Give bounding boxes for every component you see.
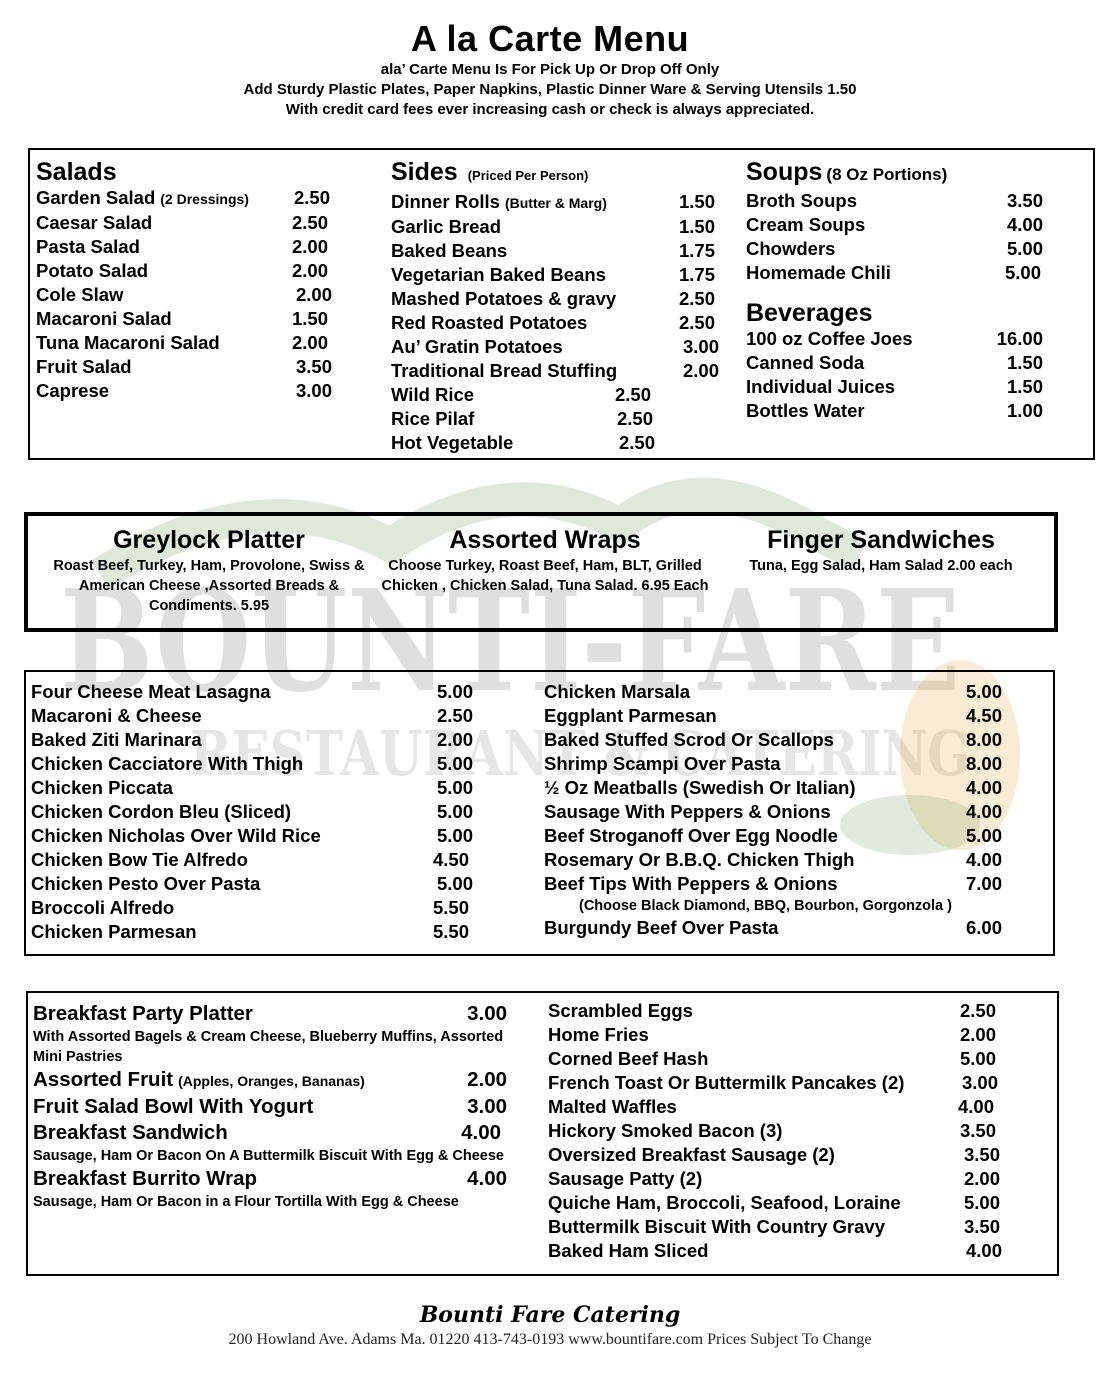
- menu-item: [548, 1047, 1006, 1071]
- item-name: Individual Juices: [746, 376, 896, 397]
- item-name: Garden Salad: [36, 187, 156, 208]
- menu-item: [548, 1143, 1006, 1167]
- menu-item: [544, 800, 1002, 824]
- watermark-brand: BOUNTI-FARE: [60, 560, 961, 724]
- menu-item: [36, 307, 336, 331]
- item-name: Rice Pilaf: [391, 408, 475, 429]
- item-name: Garlic Bread: [391, 216, 502, 237]
- platter-finger-sandwiches: [716, 524, 1046, 576]
- platter-title: Finger Sandwiches: [767, 526, 995, 554]
- item-price: 3.50: [963, 1216, 1000, 1237]
- breakfast-box: [26, 991, 1059, 1276]
- item-name: Chicken Cordon Bleu (Sliced): [31, 801, 292, 822]
- menu-item: [548, 1023, 1006, 1047]
- item-name: Shrimp Scampi Over Pasta: [544, 753, 781, 774]
- footer: [0, 1300, 1100, 1350]
- menu-item: [548, 999, 1006, 1023]
- entrees-right-list: [544, 680, 1002, 896]
- menu-item: [33, 1166, 515, 1192]
- menu-item: [391, 190, 723, 215]
- sides-section: [391, 158, 723, 455]
- item-name: Chicken Nicholas Over Wild Rice: [31, 825, 321, 846]
- salads-title: Salads: [36, 158, 117, 186]
- soups-list: [746, 189, 1051, 285]
- item-name: ½ Oz Meatballs (Swedish Or Italian): [544, 777, 856, 798]
- platter-title: Assorted Wraps: [449, 526, 641, 554]
- item-name: Assorted Fruit: [33, 1068, 174, 1091]
- menu-item: [548, 1119, 1006, 1143]
- item-name: Hot Vegetable: [391, 432, 514, 453]
- watermark-tagline: RESTAURANT & CATERING: [190, 717, 970, 790]
- menu-item: [746, 213, 1051, 237]
- entrees-left-list: [31, 680, 481, 944]
- menu-item: [544, 824, 1002, 848]
- menu-item: [391, 215, 723, 239]
- item-description: Sausage, Ham Or Bacon On A Buttermilk Biscuit With Egg & Cheese: [33, 1148, 504, 1164]
- item-name: Corned Beef Hash: [548, 1048, 709, 1069]
- item-name: Sausage With Peppers & Onions: [544, 801, 831, 822]
- menu-item: [548, 1191, 1006, 1215]
- footer-brand: Bounti Fare Catering: [419, 1302, 681, 1328]
- item-price: 5.00: [1006, 238, 1043, 259]
- item-price: 1.50: [1006, 376, 1043, 397]
- menu-item: [391, 287, 723, 311]
- breakfast-left-list: [33, 1001, 515, 1212]
- page-title: A la Carte Menu: [410, 18, 690, 59]
- item-price: 4.00: [467, 1167, 507, 1190]
- item-price: 16.00: [996, 328, 1043, 349]
- item-price: 5.00: [436, 825, 473, 846]
- menu-item: [544, 848, 1002, 872]
- item-description: Sausage, Ham Or Bacon in a Flour Tortilla With Egg & Cheese: [33, 1194, 459, 1210]
- item-name: Rosemary Or B.B.Q. Chicken Thigh: [544, 849, 855, 870]
- item-price: 4.00: [461, 1121, 501, 1144]
- item-name: Homemade Chili: [746, 262, 891, 283]
- item-price: 2.00: [295, 284, 332, 305]
- sides-title: Sides: [391, 158, 458, 186]
- menu-item: [31, 776, 481, 800]
- pickup-note: ala’ Carte Menu Is For Pick Up Or Drop Off Only: [380, 61, 720, 78]
- soups-note: (8 Oz Portions): [826, 165, 948, 184]
- item-price: 1.50: [1006, 352, 1043, 373]
- platter-title: Greylock Platter: [113, 526, 305, 554]
- item-price: 4.50: [965, 705, 1002, 726]
- item-name: Wild Rice: [391, 384, 475, 405]
- item-price: 2.00: [959, 1024, 996, 1045]
- item-name: 100 oz Coffee Joes: [746, 328, 913, 349]
- item-price: 5.00: [436, 753, 473, 774]
- menu-item: [36, 331, 336, 355]
- item-name: Burgundy Beef Over Pasta: [544, 917, 779, 938]
- item-price: 2.50: [436, 705, 473, 726]
- item-name: Chicken Marsala: [544, 681, 691, 702]
- item-name: Beef Tips With Peppers & Onions: [544, 873, 838, 894]
- item-price: 2.50: [614, 384, 651, 405]
- item-price: 4.00: [965, 849, 1002, 870]
- item-name: Chicken Bow Tie Alfredo: [31, 849, 248, 870]
- soups-title: Soups: [746, 158, 823, 186]
- item-name: Eggplant Parmesan: [544, 705, 717, 726]
- sides-list: [391, 190, 723, 455]
- item-name: Beef Stroganoff Over Egg Noodle: [544, 825, 838, 846]
- breakfast-right-list: [548, 999, 1006, 1263]
- item-price: 5.00: [959, 1048, 996, 1069]
- item-price: 5.00: [436, 873, 473, 894]
- item-price: 1.50: [291, 308, 328, 329]
- salads-list: [36, 186, 336, 403]
- sides-box: [28, 148, 1095, 460]
- item-price: 5.00: [436, 777, 473, 798]
- item-price: 1.00: [1006, 400, 1043, 421]
- item-name: Chicken Piccata: [31, 777, 173, 798]
- menu-item: [31, 704, 481, 728]
- menu-item: [36, 283, 336, 307]
- item-description: With Assorted Bagels & Cream Cheese, Blueberry Muffins, Assorted Mini Pastries: [33, 1029, 504, 1065]
- item-name: Broth Soups: [746, 190, 857, 211]
- menu-item: [31, 920, 481, 944]
- item-name: Four Cheese Meat Lasagna: [31, 681, 271, 702]
- menu-item: [548, 1095, 1006, 1119]
- menu-item: [544, 916, 1002, 940]
- menu-item: [36, 259, 336, 283]
- item-price: 5.50: [432, 921, 469, 942]
- item-name: French Toast Or Buttermilk Pancakes (2): [548, 1072, 905, 1093]
- item-name: Scrambled Eggs: [548, 1000, 693, 1021]
- item-name: Macaroni Salad: [36, 308, 172, 329]
- entrees-box: [24, 670, 1055, 956]
- item-price: 5.00: [436, 681, 473, 702]
- menu-item: [33, 1120, 515, 1146]
- item-price: 5.00: [965, 825, 1002, 846]
- menu-item: [746, 261, 1051, 285]
- platters-box: [24, 512, 1058, 632]
- item-price: 3.00: [682, 336, 719, 357]
- menu-item: [33, 1094, 515, 1120]
- menu-item: [31, 848, 481, 872]
- item-name: Breakfast Burrito Wrap: [33, 1167, 258, 1190]
- menu-item: [548, 1215, 1006, 1239]
- menu-item: [36, 379, 336, 403]
- beef-tips-sauce-note: (Choose Black Diamond, BBQ, Bourbon, Gorgonzola ): [579, 898, 952, 914]
- menu-item: [548, 1071, 1006, 1095]
- item-name: Potato Salad: [36, 260, 149, 281]
- item-price: 2.00: [291, 236, 328, 257]
- menu-item: [31, 824, 481, 848]
- item-name: Breakfast Party Platter: [33, 1002, 253, 1025]
- menu-header: [0, 18, 1100, 120]
- item-name: Baked Stuffed Scrod Or Scallops: [544, 729, 834, 750]
- item-price: 2.50: [618, 432, 655, 453]
- item-name: Au’ Gratin Potatoes: [391, 336, 563, 357]
- menu-item: [746, 399, 1051, 423]
- item-name: Broccoli Alfredo: [31, 897, 175, 918]
- item-name: Hickory Smoked Bacon (3): [548, 1120, 783, 1141]
- item-price: 4.00: [965, 1240, 1002, 1261]
- item-name: Breakfast Sandwich: [33, 1121, 228, 1144]
- sides-note: (Priced Per Person): [467, 168, 589, 183]
- platter-greylock: [44, 524, 374, 616]
- menu-item: [391, 431, 723, 455]
- item-note: (Apples, Oranges, Bananas): [178, 1073, 365, 1089]
- menu-item: [36, 355, 336, 379]
- item-name: Dinner Rolls: [391, 191, 500, 212]
- item-name: Traditional Bread Stuffing: [391, 360, 618, 381]
- item-note: (2 Dressings): [160, 191, 249, 207]
- menu-item: [746, 351, 1051, 375]
- item-price: 4.50: [432, 849, 469, 870]
- item-name: Chowders: [746, 238, 836, 259]
- menu-item: [31, 872, 481, 896]
- item-name: Quiche Ham, Broccoli, Seafood, Loraine: [548, 1192, 901, 1213]
- item-price: 7.00: [965, 873, 1002, 894]
- menu-item: [544, 704, 1002, 728]
- menu-item: [746, 327, 1051, 351]
- menu-item: [36, 186, 336, 211]
- item-price: 1.50: [678, 191, 715, 212]
- menu-item: [544, 776, 1002, 800]
- item-name: Baked Beans: [391, 240, 508, 261]
- item-price: 2.00: [436, 729, 473, 750]
- item-name: Pasta Salad: [36, 236, 140, 257]
- item-price: 5.00: [963, 1192, 1000, 1213]
- menu-item: [36, 211, 336, 235]
- menu-item: [36, 235, 336, 259]
- menu-item: [391, 239, 723, 263]
- item-name: Buttermilk Biscuit With Country Gravy: [548, 1216, 885, 1237]
- menu-item: [31, 728, 481, 752]
- item-name: Canned Soda: [746, 352, 865, 373]
- item-name: Malted Waffles: [548, 1096, 677, 1117]
- item-price: 5.00: [1004, 262, 1041, 283]
- item-price: 4.00: [957, 1096, 994, 1117]
- utensils-note: Add Sturdy Plastic Plates, Paper Napkins, Plastic Dinner Ware & Serving Utensils 1.50: [243, 81, 857, 98]
- item-price: 4.00: [1006, 214, 1043, 235]
- item-price: 8.00: [965, 753, 1002, 774]
- item-price: 1.75: [678, 264, 715, 285]
- item-price: 3.00: [295, 380, 332, 401]
- platter-description: Roast Beef, Turkey, Ham, Provolone, Swiss & American Cheese ,Assorted Breads & Condiments. 5.95: [53, 558, 365, 614]
- item-price: 2.00: [291, 332, 328, 353]
- item-price: 2.50: [616, 408, 653, 429]
- item-name: Sausage Patty (2): [548, 1168, 703, 1189]
- item-price: 3.00: [467, 1002, 507, 1025]
- item-price: 3.50: [959, 1120, 996, 1141]
- item-price: 4.00: [965, 777, 1002, 798]
- menu-item: [544, 680, 1002, 704]
- item-price: 2.50: [293, 187, 330, 208]
- item-name: Chicken Pesto Over Pasta: [31, 873, 261, 894]
- menu-item: [746, 189, 1051, 213]
- item-price: 2.00: [467, 1068, 507, 1091]
- item-name: Bottles Water: [746, 400, 865, 421]
- item-note: (Butter & Marg): [504, 195, 607, 211]
- item-price: 4.00: [965, 801, 1002, 822]
- menu-item: [391, 383, 723, 407]
- platter-description: Tuna, Egg Salad, Ham Salad 2.00 each: [749, 558, 1013, 574]
- item-name: Oversized Breakfast Sausage (2): [548, 1144, 835, 1165]
- menu-item: [31, 680, 481, 704]
- menu-item: [391, 359, 723, 383]
- item-price: 5.00: [436, 801, 473, 822]
- menu-item: [31, 752, 481, 776]
- item-price: 5.50: [432, 897, 469, 918]
- item-name: Vegetarian Baked Beans: [391, 264, 606, 285]
- item-price: 3.50: [295, 356, 332, 377]
- menu-item: [33, 1067, 515, 1094]
- item-price: 3.00: [961, 1072, 998, 1093]
- item-name: Macaroni & Cheese: [31, 705, 202, 726]
- menu-item: [544, 752, 1002, 776]
- item-name: Chicken Cacciatore With Thigh: [31, 753, 304, 774]
- footer-address: 200 Howland Ave. Adams Ma. 01220 413-743-0193 www.bountifare.com Prices Subject To Change: [228, 1331, 872, 1348]
- item-name: Baked Ziti Marinara: [31, 729, 202, 750]
- item-name: Chicken Parmesan: [31, 921, 197, 942]
- item-price: 5.00: [965, 681, 1002, 702]
- item-price: 2.00: [291, 260, 328, 281]
- menu-item: [31, 800, 481, 824]
- item-name: Baked Ham Sliced: [548, 1240, 709, 1261]
- item-price: 1.50: [678, 216, 715, 237]
- beverages-list: [746, 327, 1051, 423]
- item-price: 3.00: [467, 1095, 507, 1118]
- item-price: 6.00: [965, 917, 1002, 938]
- item-name: Tuna Macaroni Salad: [36, 332, 220, 353]
- menu-item: [33, 1001, 515, 1027]
- platter-wraps: [380, 524, 710, 596]
- item-name: Caesar Salad: [36, 212, 153, 233]
- menu-item: [31, 896, 481, 920]
- item-price: 2.50: [678, 288, 715, 309]
- item-name: Fruit Salad: [36, 356, 132, 377]
- payment-note: With credit card fees ever increasing cash or check is always appreciated.: [285, 101, 815, 118]
- menu-item: [391, 407, 723, 431]
- item-name: Home Fries: [548, 1024, 649, 1045]
- item-price: 2.00: [682, 360, 719, 381]
- item-name: Caprese: [36, 380, 110, 401]
- item-price: 1.75: [678, 240, 715, 261]
- item-name: Cole Slaw: [36, 284, 124, 305]
- item-price: 3.50: [1006, 190, 1043, 211]
- entrees-right-section: [544, 680, 1002, 940]
- platter-description: Choose Turkey, Roast Beef, Ham, BLT, Grilled Chicken , Chicken Salad, Tuna Salad. 6.95 Each: [381, 558, 709, 594]
- item-price: 3.50: [963, 1144, 1000, 1165]
- menu-item: [746, 375, 1051, 399]
- menu-item: [544, 728, 1002, 752]
- item-name: Red Roasted Potatoes: [391, 312, 588, 333]
- menu-item: [548, 1167, 1006, 1191]
- item-name: Fruit Salad Bowl With Yogurt: [33, 1095, 314, 1118]
- item-name: Mashed Potatoes & gravy: [391, 288, 617, 309]
- item-price: 2.50: [291, 212, 328, 233]
- item-name: Cream Soups: [746, 214, 866, 235]
- item-price: 8.00: [965, 729, 1002, 750]
- beverages-title: Beverages: [746, 299, 873, 327]
- item-price: 2.00: [963, 1168, 1000, 1189]
- item-price: 2.50: [959, 1000, 996, 1021]
- menu-item: [746, 237, 1051, 261]
- item-price: 2.50: [678, 312, 715, 333]
- menu-item: [548, 1239, 1006, 1263]
- menu-item: [544, 872, 1002, 896]
- menu-item: [391, 263, 723, 287]
- menu-item: [391, 311, 723, 335]
- salads-section: [36, 158, 336, 403]
- soups-section: [746, 158, 1051, 423]
- menu-item: [391, 335, 723, 359]
